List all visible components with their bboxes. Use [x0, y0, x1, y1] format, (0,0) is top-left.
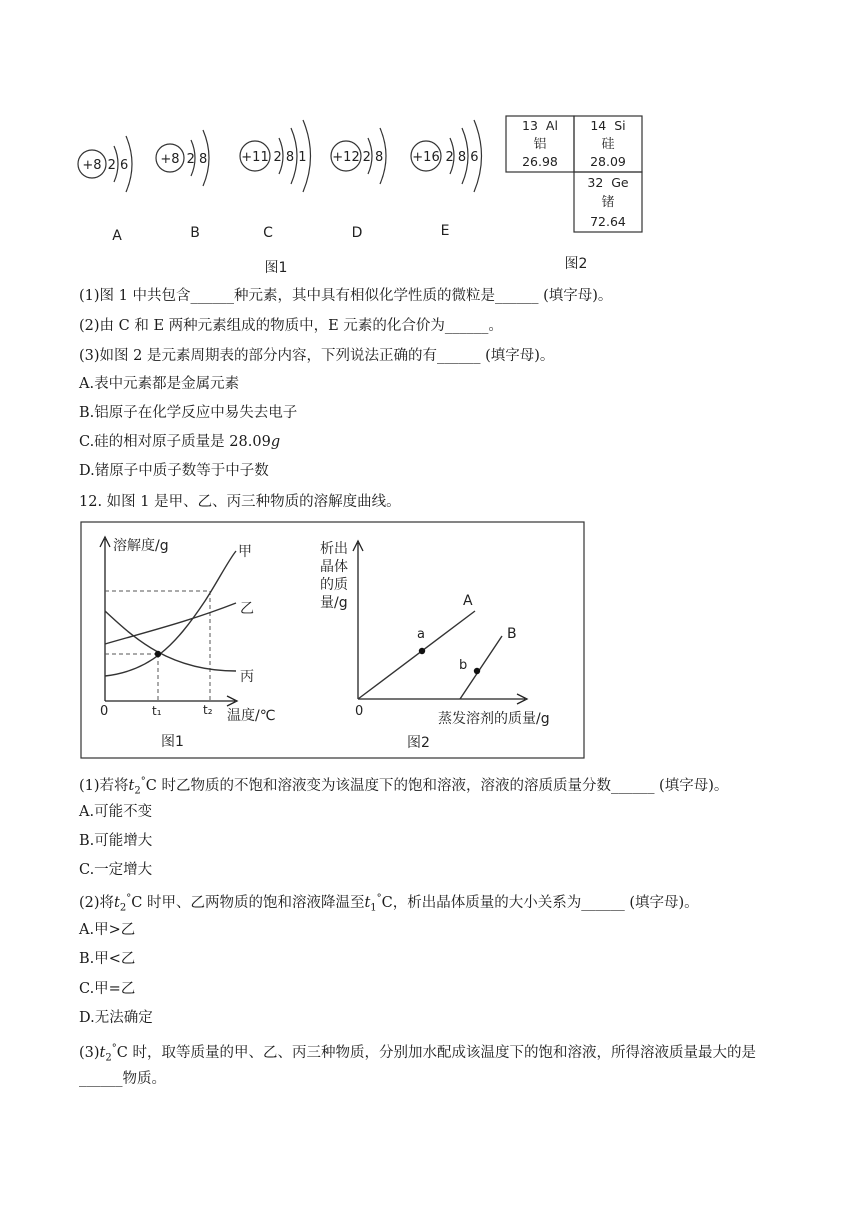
- cell-al-number-symbol: 13 Al: [522, 118, 558, 133]
- atom-d-shells: 2 8: [362, 150, 384, 165]
- q12-p1-option-b: B.可能增大: [79, 833, 153, 849]
- atom-structure-figure: [70, 108, 490, 278]
- t-symbol: t: [114, 894, 120, 911]
- cell-si-name: 硅: [601, 137, 615, 152]
- chart1-tick-t2: t₂: [203, 703, 213, 717]
- q12-stem: 12. 如图 1 是甲、乙、丙三种物质的溶解度曲线。: [79, 494, 401, 510]
- q12-part2-middle: C 时甲、乙两物质的饱和溶液降温至: [131, 894, 365, 911]
- q11-part2: (2)由 C 和 E 两种元素组成的物质中，E 元素的化合价为______。: [79, 318, 503, 334]
- cell-si-number-symbol: 14 Si: [590, 118, 626, 133]
- degree-mark: °: [111, 1043, 117, 1054]
- q11-part3: (3)如图 2 是元素周期表的部分内容，下列说法正确的有______ (填字母)。: [79, 348, 555, 364]
- intersection-point: [155, 651, 161, 657]
- t-subscript: 2: [119, 902, 127, 914]
- curve-bing: [105, 611, 236, 671]
- t-symbol: t: [364, 894, 371, 911]
- atom-a-nucleus: +8: [82, 158, 102, 173]
- q12-p2-option-d: D.无法确定: [79, 1010, 153, 1026]
- series-label-bing: 丙: [240, 669, 254, 685]
- q12-part2: [79, 889, 699, 919]
- degree-mark: °: [140, 776, 146, 787]
- chart2-point-a-label: a: [417, 627, 425, 642]
- series-label-jia: 甲: [238, 544, 252, 560]
- cell-ge-name: 锗: [601, 195, 615, 210]
- cell-si-mass: 28.09: [590, 154, 626, 169]
- chart1-ylabel: 溶解度/g: [113, 538, 169, 554]
- q12-part2-suffix: C，析出晶体质量的大小关系为______ (填字母)。: [381, 894, 699, 911]
- atom-e-shells: 2 8 6: [445, 150, 479, 165]
- cell-al-mass: 26.98: [522, 154, 558, 169]
- atom-c-shells: 2 8 1: [273, 150, 307, 165]
- chart2-ylabel-line3: 的质: [320, 577, 348, 593]
- chart1-xlabel: 温度/℃: [227, 708, 276, 724]
- q12-part3: [79, 1039, 756, 1069]
- atom-d-nucleus: +12: [332, 150, 360, 165]
- chart2-caption: 图2: [407, 735, 430, 751]
- atom-b-shells: 2 8: [186, 152, 208, 167]
- atom-b-label: B: [190, 225, 200, 241]
- atom-e-label: E: [440, 223, 450, 239]
- q12-part2-prefix: (2)将: [79, 894, 115, 911]
- chart2-xlabel: 蒸发溶剂的质量/g: [438, 711, 550, 727]
- q12-p2-option-b: B.甲<乙: [79, 951, 136, 967]
- q12-part3-prefix: (3): [79, 1044, 100, 1061]
- q11-option-c-value: 28.09: [229, 434, 271, 450]
- q12-part1-prefix: (1)若将: [79, 777, 129, 794]
- point-a: [419, 648, 425, 654]
- atom-c-nucleus: +11: [241, 150, 269, 165]
- chart2-ylabel-line2: 晶体: [320, 559, 348, 575]
- degree-mark: °: [376, 893, 382, 904]
- t-subscript: 2: [105, 1052, 112, 1064]
- q12-p2-option-c: C.甲=乙: [79, 981, 136, 997]
- t-subscript: 2: [134, 785, 141, 797]
- chart1-caption: 图1: [161, 734, 184, 750]
- atom-a-shells: 2 6: [107, 158, 129, 173]
- atom-a-label: A: [112, 228, 122, 244]
- q12-part1: [79, 772, 728, 802]
- cell-ge-number-symbol: 32 Ge: [587, 175, 629, 190]
- atom-c-label: C: [263, 225, 273, 241]
- cell-al-name: 铝: [533, 137, 547, 152]
- chart2-point-b-label: b: [459, 658, 468, 673]
- fig2-caption: 图2: [564, 256, 588, 272]
- t-symbol: t: [128, 777, 135, 794]
- q11-option-c-unit: g: [270, 434, 281, 450]
- q11-option-c-text: C.硅的相对原子质量是: [79, 434, 230, 450]
- t-symbol: t: [99, 1044, 106, 1061]
- t-subscript: 1: [370, 902, 377, 914]
- q11-part1: (1)图 1 中共包含______种元素，其中具有相似化学性质的微粒是______ (填字母)。: [79, 288, 613, 304]
- q11-option-a: A.表中元素都是金属元素: [79, 376, 240, 392]
- curve-yi: [105, 603, 236, 644]
- q12-p2-option-a: A.甲>乙: [79, 922, 136, 938]
- chart2-line-b-label: B: [507, 626, 517, 642]
- q11-option-b: B.铝原子在化学反应中易失去电子: [79, 405, 298, 421]
- chart2-line-a-label: A: [463, 593, 473, 609]
- fig1-caption: 图1: [264, 260, 288, 276]
- chart1-tick-t1: t₁: [152, 704, 162, 718]
- q12-p1-option-c: C.一定增大: [79, 862, 153, 878]
- cell-ge-mass: 72.64: [590, 214, 626, 229]
- solubility-figure: [80, 521, 586, 760]
- atom-e-nucleus: +16: [412, 150, 440, 165]
- degree-mark: °: [126, 893, 132, 904]
- q12-part3-suffix: C 时，取等质量的甲、乙、丙三种物质，分别加水配成该温度下的饱和溶液，所得溶液质量最大的是: [116, 1044, 756, 1061]
- line-a: [358, 611, 475, 699]
- curve-jia: [105, 551, 236, 676]
- chart2-ylabel-line1: 析出: [320, 541, 348, 557]
- chart2-origin: 0: [355, 704, 364, 719]
- point-b: [474, 668, 480, 674]
- periodic-table-figure: [500, 112, 650, 274]
- q12-part1-suffix: C 时乙物质的不饱和溶液变为该温度下的饱和溶液，溶液的溶质质量分数______ (填字母)。: [145, 777, 729, 794]
- q12-part3-line2: ______物质。: [79, 1071, 166, 1087]
- chart1-origin: 0: [100, 704, 109, 719]
- q11-option-d: D.锗原子中质子数等于中子数: [79, 463, 269, 479]
- q11-option-c: [79, 432, 280, 452]
- chart2-ylabel-line4: 量/g: [320, 595, 348, 611]
- series-label-yi: 乙: [240, 601, 254, 617]
- atom-d-label: D: [351, 225, 363, 241]
- q12-p1-option-a: A.可能不变: [79, 804, 153, 820]
- atom-b-nucleus: +8: [160, 152, 180, 167]
